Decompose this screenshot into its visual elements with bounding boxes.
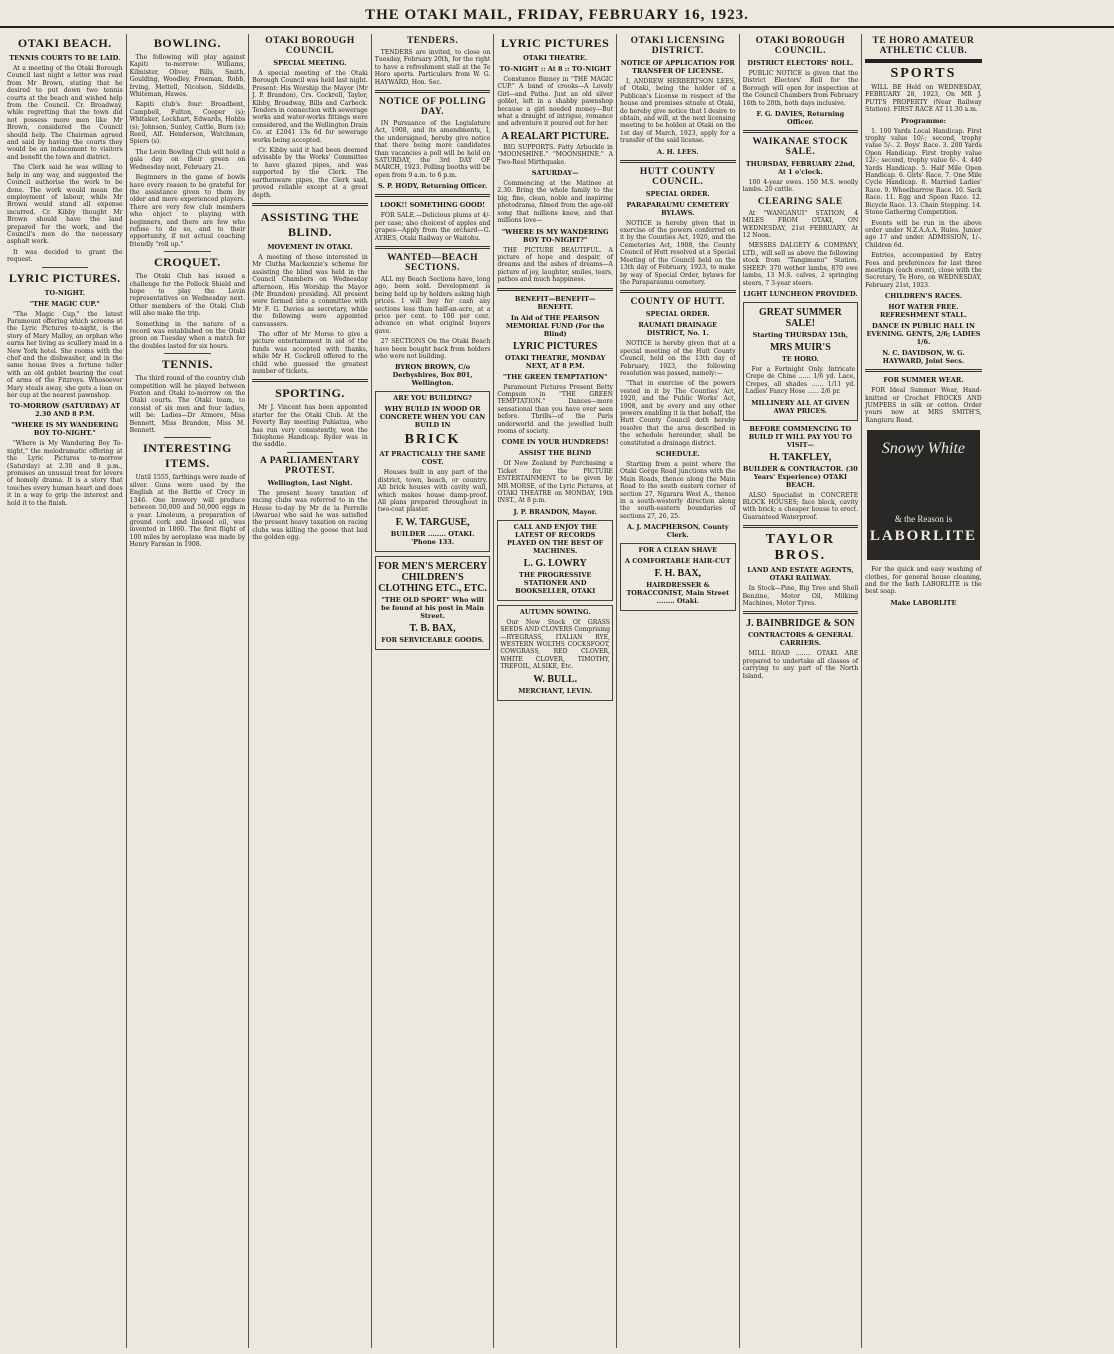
subheading: Programme: [900, 116, 947, 125]
ad-line: FOR A CLEAN SHAVE [638, 546, 718, 555]
paragraph: Commencing at the Matinee at 2.30. Bring the whole family to the big, fine, clean, noble and inspiring photodrama, filmed from the age-old song that millions know, and that millions love— [497, 180, 613, 225]
subheading: DANCE IN PUBLIC HALL IN EVENING. GENTS, 2/6; LADIES 1/6. [866, 322, 981, 347]
subheading: CONTRACTORS & GENERAL CARRIERS. [748, 631, 853, 648]
paragraph: BIG SUPPORTS. Fatty Arbuckle in "MOONSHINE." "MOONSHINE." A Two-Reel Mirthquake. [497, 143, 613, 166]
paragraph: At "WANGANUI" STATION, 4 MILES FROM OTAKI, ON WEDNESDAY, 21st FEBRUARY, At 12 Noon. [742, 209, 859, 240]
signature: A. J. MACPHERSON, County Clerk. [626, 523, 729, 540]
divider [743, 611, 859, 614]
divider [497, 288, 613, 291]
divider [743, 130, 859, 133]
ad-title: TAYLOR BROS. [765, 532, 836, 564]
muir-advert [743, 302, 859, 421]
ad-name: T. B. BAX, [409, 622, 456, 634]
signature: BYRON BROWN, C/o Derbyshires, Box 801, Wellington. [392, 363, 473, 388]
paragraph: The Levin Bowling Club will hold a gala day on their green on Wednesday next, February 21. [129, 148, 246, 171]
ad-name: H. TAKFLEY, [769, 451, 832, 463]
subheading: FOR SUMMER WEAR. [883, 376, 964, 385]
paragraph: Mr J. Vincent has been appointed starter for the Otaki Club. At the Feverty Bay meeting Pahiatua, who has run very consistently, won the Telephone Handicap. Ryder was in the saddle. [252, 404, 368, 449]
ad-name: J. BAINBRIDGE & SON [746, 618, 855, 630]
ad-title: LYRIC PICTURES [512, 340, 598, 352]
paragraph: Something in the nature of a record was established on the Otaki green on Tuesday when a match for the doubles lasted for six hours. [129, 320, 246, 350]
ad-title: BRICK [404, 432, 461, 448]
ad-line: WHY BUILD IN WOOD OR CONCRETE WHEN YOU CAN BUILD IN [379, 405, 486, 430]
subheading: ASSIST THE BLIND [519, 449, 592, 458]
subheading: TO-NIGHT :: At 8 :: TO-NIGHT [499, 65, 611, 73]
divider [620, 160, 736, 163]
ad-line: HAIRDRESSER & TOBACCONIST, Main Street ........ Otaki. [626, 581, 730, 606]
ad-line: A COMFORTABLE HAIR-CUT [624, 557, 731, 566]
logo-text: & the Reason is [894, 514, 953, 525]
ad-name: L. G. LOWRY [523, 557, 587, 569]
paragraph: "That in exercise of the powers vested in it by The Counties' Act, 1920, and the Public Works' Act, 1908, and by every and any other powers enabling it in that behalf, the Hutt County Council doth hereby resolve that the area described in the schedule hereunder, shall be constituted a drainage district. [619, 380, 736, 447]
heading-interesting-items: INTERESTING ITEMS. [142, 441, 232, 471]
paragraph: Houses built in any part of the district, town, beach, or country. All brick houses with cavity wall, which makes house damp-proof. All plans prepared throughout in two-coat plaster. [377, 469, 488, 514]
ad-title: FOR MEN'S MERCERY CHILDREN'S CLOTHING ETC., ETC. [378, 560, 488, 594]
paragraph: 100 4-year ewes. 150 M.S. woolly lambs. 20 cattle. [742, 179, 859, 194]
masthead: THE OTAKI MAIL, FRIDAY, FEBRUARY 16, 1923. [0, 0, 1114, 28]
heading-hutt-council: HUTT COUNTY COUNCIL. [639, 166, 716, 187]
paragraph: For a Fortnight Only. Intricate Crepe de Chine ...... 1/6 yd. Lace, Crepes, all shades ...... 1/11 yd. Ladies' Fancy Hose ...... 2/6 pr. [745, 365, 856, 396]
subheading: BEFORE COMMENCING TO BUILD IT WILL PAY YOU TO VISIT— [748, 424, 853, 449]
paragraph: Starting from a point where the Otaki Gorge Road junctions with the Main Roads, thence along the Main Road to the south eastern corner of section 27, Ngarara West A., thence in a south-westerly direction along the south-eastern boundaries of sections 27, 26, 25. [619, 461, 736, 520]
paragraph: Beginners in the game of bowls have every reason to be grateful for the assistance given to them by older and more experienced players. There are very few club members who object to playing with beginners, and there are few who refuse to do so, and to their opportunity, if not actual coaching friendly "roll up." [129, 174, 246, 248]
paragraph: The following will play against Kapiti to-morrow: Williams, Kilmister, Oliver, Bills, Smith, Goulding, Woodley, Freeman, Robb, Irving, Mettell, Nicolson, Siddells, Whiteman, Hawes. [129, 54, 246, 99]
paragraph: Kapiti club's four: Broadbent, Campbell, Fulton, Cooper (s); Whitaker, Lockhart, Edwards, Hobbs (s); Johnson, Sunley, Cattle, Burn (s); Reed, Alf. Henderson, Watchman, Spiers (s). [129, 101, 246, 146]
subheading: MOVEMENT IN OTAKI. [267, 242, 353, 251]
subheading: BENEFIT—BENEFIT—BENEFIT. [514, 294, 596, 311]
divider [375, 194, 491, 197]
heading-tenders: TENDERS. [406, 36, 459, 46]
subheading: BUILDER & CONTRACTOR. (30 Years' Experience) OTAKI BEACH. [742, 464, 858, 489]
signature: A. H. LEES. [657, 147, 699, 156]
logo-text: Make LABORLITE [890, 598, 957, 607]
heading-croquet: CROQUET. [153, 255, 221, 270]
divider [164, 437, 210, 438]
subheading: OTAKI THEATRE, MONDAY NEXT, AT 8 P.M. [505, 353, 606, 370]
paragraph: Cr. Kibby said it had been deemed advisable by the Works' Committee to have glazed pipes, and was supported by the Clerk. The earthenware pipes, the Clerk said, proved reliable except at a great depth. [252, 147, 368, 199]
subheading: THURSDAY, FEBRUARY 22nd, At 1 o'clock. [745, 160, 855, 177]
heading-lyric-pictures: LYRIC PICTURES. [8, 270, 121, 285]
heading-assisting-blind: ASSISTING THE BLIND. [260, 209, 360, 239]
heading-clearing-sale: CLEARING SALE [757, 196, 843, 207]
subheading: SPECIAL ORDER. [645, 310, 710, 319]
paragraph: ALL my Beach Sections have, long ago, been sold. Development is being held up by holders asking high prices. I will buy for cash any sections less than half-an-acre, at a price per cent. to 100 per cent. advance on what original buyers gave. [374, 275, 491, 335]
heading-borough-council: OTAKI BOROUGH COUNCIL [265, 36, 355, 56]
subheading: LAND AND ESTATE AGENTS, OTAKI RAILWAY. [747, 566, 854, 583]
divider [865, 369, 982, 372]
ad-line: AUTUMN SOWING. [519, 607, 591, 616]
divider [743, 525, 859, 528]
mercery-advert [375, 556, 491, 650]
heading-licensing: OTAKI LICENSING DISTRICT. [630, 36, 725, 56]
logo-text: LABORLITE [869, 528, 978, 545]
paragraph: A meeting of those interested in Mr Clutha Mackenzie's scheme for assisting the blind was held in the Council Chambers on Wednesday afternoon, His Worship the Mayor (Mr Brandon) presiding. All present were formed into a committee with Mr F. G. Davies as secretary, while the following were appointed canvassers. [252, 253, 368, 328]
paragraph: WILL BE Held on WEDNESDAY, FEBRUARY 28, 1923, On MR J. PUTI'S PROPERTY (Near Railway Station). FIRST RACE AT 11.30 a.m. [865, 84, 982, 114]
subheading: "THE GREEN TEMPTATION" [502, 372, 608, 381]
paragraph: MESSRS DALGETY & COMPANY, LTD., will sell as above the following stock from "Tangimanu" Station. SHEEP: 370 wether lambs, 870 ewe lambs, 13 M.S. calves, 2 springing steers, 7 3-year steers. [742, 242, 859, 287]
paragraph: THE PICTURE BEAUTIFUL. A picture of hope and despair, of dreams and the ashes of dreams—A picture of joy, laughter, smiles, tears, pathos and much happiness. [497, 246, 613, 284]
laborlite-advert-image [867, 430, 980, 560]
divider [252, 203, 368, 206]
paragraph: Constance Binney in "THE MAGIC CUP." A band of crooks—A Lovely Girl—and Pathe. Just an old silver goblet, left in a shabby pawnshop because a girl needed money—But what a draught of intrigue, romance and adventure it poured out for her. [497, 76, 613, 128]
paragraph: NOTICE is hereby given that at a special meeting of the Hutt County Council, held on the 13th day of February, 1923, the following resolution was passed, namely:— [619, 340, 736, 377]
ad-line: BUILDER ........ OTAKI. 'Phone 133. [390, 529, 475, 546]
signature: N. C. DAVIDSON, W. G. HAYWARD, Joint Secs. [882, 349, 965, 366]
paragraph: ALSO Specialist in CONCRETE BLOCK HOUSES; face block, cavity with brick; a cheaper house to erect. Guaranteed Waterproof. [742, 491, 859, 521]
ad-line: THE PROGRESSIVE STATIONER AND BOOKSELLER, OTAKI [515, 570, 596, 595]
paragraph: The Otaki Club has issued a challenge for the Pollock Shield and hope to play the Levin representatives on Wednesday next. Other members of the Otaki Club will also make the trip. [129, 273, 246, 318]
column-1 [4, 34, 127, 1348]
ad-line: A REALART PICTURE. [501, 130, 609, 142]
subheading: SCHEDULE. [655, 450, 700, 458]
ad-name: W. BULL. [533, 673, 578, 685]
heading-county-hutt: COUNTY OF HUTT. [630, 297, 726, 308]
bax-advert [620, 543, 736, 611]
heading-borough-roll: OTAKI BOROUGH COUNCIL. [755, 36, 846, 56]
paragraph: The Clerk said he was willing to help in any way, and suggested the Council authorise the work to be done. The work would mean the employment of labour, while Mr Brown would stand all expense incurred. Cr. Kibby thought Mr Brown should have the land prepared for the work, and the Council's men do the necessary asphalt work. [7, 164, 123, 246]
divider [287, 452, 333, 453]
subheading: DISTRICT ELECTORS' ROLL. [747, 59, 854, 67]
ad-line: "THE OLD SPORT" Who will be found at his post in Main Street. [381, 595, 484, 620]
paragraph: For the quick and easy washing of clothes, for general house cleaning, and for the bath LABORLITE is the best soap. [865, 566, 982, 596]
columns [4, 34, 1108, 1348]
heading-sporting: SPORTING. [275, 386, 345, 401]
subheading: SATURDAY— [531, 169, 579, 178]
paragraph: The present heavy taxation of racing clubs was referred to in the House to-day by Mr de la Perrelle (Awarua) who said he was satisfied the present heavy taxation on racing clubs was killing the goose that laid the golden egg. [252, 489, 368, 542]
heading-lyric-pictures-ad: LYRIC PICTURES [501, 36, 610, 50]
heading-otaki-beach: OTAKI BEACH. [17, 36, 112, 50]
subheading: LIGHT LUNCHEON PROVIDED. [743, 289, 858, 298]
paragraph: Our New Stock Of GRASS SEEDS AND CLOVERS Comprising—RYEGRASS, ITALIAN RYE, WESTERN WOLTHS COCKSFOOT, COWGRASS, RED CLOVER, WHITE CLOVER, TIMOTHY, TREFOIL, ALSIKE, Etc. [500, 618, 610, 671]
paragraph: IN Pursuance of the Legislature Act, 1908, and its amendments, I, the undersigned, hereby give notice that there being more candidates than vacancies a poll will be held on SATURDAY, the 3rd DAY OF MARCH, 1923. Polling booths will be open from 9 a.m. to 6 p.m. [374, 120, 491, 179]
subheading: SPECIAL ORDER. [645, 189, 710, 198]
paragraph: A special meeting of the Otaki Borough Council was held last night. Present: His Worship the Mayor (Mr J. P. Brandon), Crs. Cockrell, Taylor, Kibby, Broadway, Bills and Carbeck. Tenders in connection with sewerage works and water-works fittings were considered, and the Wellington Drain Co. at £2041 13s 6d for sewerage works being accepted. [252, 70, 368, 144]
subheading: TO-MORROW (SATURDAY) AT 2.30 AND 8 P.M. [9, 402, 121, 419]
paragraph: PUBLIC NOTICE is given that the District Electors' Roll for the Borough will open for inspection at the Council Chambers from February 16th to 20th, both days inclusive. [742, 70, 859, 107]
paragraph: Paramount Pictures Present Betty Compson in "THE GREEN TEMPTATION." Dances—more sensational than you have ever seen before. Thrills—of the Paris underworld and the jewelled built rooms of society. [497, 383, 613, 435]
ad-name: MRS MUIR'S [769, 341, 831, 353]
paragraph: "Where is My Wandering Boy To-night," the melodramatic offering at the Lyric Pictures to-morrow (Saturday) at 2.30 and 8 p.m., promises an unusual treat for lovers of homely drama. It is a story that touches every human heart and does it in a way to grip the interest and hold it to the finish. [7, 440, 123, 507]
ad-line: AT PRACTICALLY THE SAME COST. [379, 450, 486, 467]
column-8 [862, 34, 985, 1348]
divider [375, 246, 491, 249]
signature: F. G. DAVIES, Returning Officer. [756, 110, 845, 127]
paragraph: The offer of Mr Morse to give a picture entertainment in aid of the funds was accepted with thanks, while Mr H. Cockrell offered to the child who guessed the greatest number of tickets. [252, 330, 368, 375]
divider [252, 379, 368, 382]
paragraph: "The Magic Cup," the latest Paramount offering which screens at the Lyric Pictures to-night, is the story of Mary Malloy, an orphan who earns her living as scullery maid in a New York hotel. She rooms with the chef and the dishwasher, and in the same house lives a fortune teller with an old goblet bearing the coat of arms of the Fitzroys. Whosoever Mary steals away, she gets a loan on her cup at the nearest pawnshop. [7, 310, 123, 400]
subheading: RAUMATI DRAINAGE DISTRICT, No. 1. [638, 321, 718, 338]
lowry-advert [497, 520, 613, 601]
paragraph: MILL ROAD ........ OTAKI. ARE prepared to undertake all classes of carrying to any part of the North Island. [742, 650, 859, 680]
subheading: NOTICE OF APPLICATION FOR TRANSFER OF LICENSE. [620, 59, 735, 75]
paragraph: Entries, accompanied by Entry Fees and preferences for last three meetings (each event), close with the Secretary, Te Horo, on WEDNESDAY, February 21st, 1923. [865, 252, 982, 289]
subheading: "WHERE IS MY WANDERING BOY TO-NIGHT?" [501, 227, 609, 244]
column-2 [127, 34, 250, 1348]
column-3 [249, 34, 372, 1348]
paragraph: The third round of the country club competition will be played between Foxton and Otaki to-morrow on the Otaki courts. The Otaki team, to consist of six men and four ladies, will be: Ladies—Dr Atmore, Miss Bennett, Miss Brandon, Miss M. Bennett. [129, 375, 246, 435]
column-7 [740, 34, 863, 1348]
paragraph: FOR Ideal Summer Wear, Hand-knitted or Crochet FROCKS AND JUMPERS in silk or cotton. Order yours now at MRS SMITH'S, Rangiuru Road. [865, 387, 982, 424]
paragraph: Events will be run in the above order under N.Z.A.A.A. Rules. Junior age 17 and under. ADMISSION, 1/-. Children 6d. [865, 219, 982, 249]
logo-text: Snowy White [881, 440, 965, 458]
signature: S. P. HODY, Returning Officer. [377, 182, 488, 191]
ad-title: GREAT SUMMER SALE! [759, 306, 842, 329]
ad-line: Starting THURSDAY 15th, [752, 330, 849, 339]
paragraph: NOTICE is hereby given that in exercise of the powers conferred on it by the Counties Act, 1920, and the Cemeteries Act, 1908, the County Council of Hutt resolved at a Special Meeting of the Council held on the 13th day of February, 1923, to make by way of Special Order, bylaws for the Paraparaumu cemetery. [619, 219, 736, 286]
subheading: OTAKI THEATRE. [523, 54, 588, 62]
paragraph: Until 1555, farthings were made of silver. Guns were used by the English at the Battle of Crecy in 1346. One brewery will produce between 50,000 and 50,000 eggs in a year. Linoleum, a preparation of ground cork and linseed oil, was invented in 1860. The first flight of 100 miles by aeroplane was made by Henry Farman in 1908. [129, 474, 246, 549]
ad-title: SPORTS [890, 66, 957, 81]
subheading: TENNIS COURTS TO BE LAID. [9, 54, 121, 62]
heading-tennis: TENNIS. [161, 357, 213, 372]
column-5 [494, 34, 617, 1348]
ad-name: F. H. BAX, [654, 568, 702, 580]
divider [620, 290, 736, 293]
divider [164, 251, 210, 252]
subheading: TO-NIGHT. [44, 288, 85, 297]
divider [865, 59, 982, 63]
paragraph: I, ANDREW HERBERTSON LEES, of Otaki, being the holder of a Publican's License in respect of the house and premises situate at Otaki, do hereby give notice that I desire to obtain, and will, at the next licensing meeting to be holden at Otaki on the 1st day of March, 1923, apply for a transfer of the said license. [619, 78, 736, 145]
paragraph: In Stock—Pine, Big Tree and Shell Benzine, Motor Oil, Milking Machines, Motor Tyres. [742, 585, 859, 607]
ad-line: FOR SERVICEABLE GOODS. [381, 635, 484, 644]
subheading: Wellington, Last Night. [267, 478, 353, 487]
bull-advert [497, 605, 613, 701]
paragraph: TENDERS are invited, to close on Tuesday, February 20th, for the right to have a refreshment stall at the Te Horo sports. Particulars from W. G. HAYWARD, Hon. Sec. [374, 49, 491, 86]
ad-line: MILLINERY ALL AT GIVEN AWAY PRICES. [751, 398, 850, 415]
brick-advert [375, 391, 491, 551]
ad-line: TE HORO. [781, 354, 819, 363]
divider [42, 267, 88, 268]
heading-polling-day: NOTICE OF POLLING DAY. [378, 97, 487, 118]
heading-stock-sale: WAIKANAE STOCK SALE. [752, 137, 849, 158]
ad-line: MERCHANT, LEVIN. [518, 686, 593, 695]
heading-parliamentary-protest: A PARLIAMENTARY PROTEST. [260, 455, 360, 476]
subheading: PARAPARAUMU CEMETERY BYLAWS. [626, 200, 730, 217]
subheading: In Aid of THE PEARSON MEMORIAL FUND (For the Blind) [505, 313, 605, 338]
subheading: HOT WATER FREE. REFRESHMENT STALL. [879, 303, 967, 320]
subheading: CHILDREN'S RACES. [884, 292, 962, 301]
paragraph: Of New Zealand by Purchasing a Ticket for the PICTURE ENTERTAINMENT to be given by MR MORSE, of the Lyric Pictures, at OTAKI THEATRE on MONDAY, 19th INST., At 8 p.m. [497, 460, 613, 505]
paragraph: 27 SECTIONS On the Otaki Beach have been bought back from holders who were not building. [374, 338, 491, 360]
subheading: "THE MAGIC CUP." [29, 299, 100, 308]
heading-beach-sections: WANTED—BEACH SECTIONS. [387, 252, 479, 273]
ad-name: F. W. TARGUSE, [395, 516, 470, 528]
subheading: "WHERE IS MY WANDERING BOY TO-NIGHT." [11, 421, 119, 438]
signature: J. P. BRANDON, Mayor. [513, 507, 597, 516]
subheading: COME IN YOUR HUNDREDS! [501, 438, 609, 447]
column-6 [617, 34, 740, 1348]
heading-te-horo-club: TE HORO AMATEUR ATHLETIC CLUB. [872, 36, 975, 56]
ad-line: CALL AND ENJOY THE LATEST OF RECORDS PLAYED ON THE BEST OF MACHINES. [507, 522, 604, 555]
ad-line: ARE YOU BUILDING? [393, 394, 472, 403]
heading-bowling: BOWLING. [153, 36, 221, 50]
column-4 [372, 34, 495, 1348]
divider [164, 353, 210, 354]
paragraph: FOR SALE.—Delicious plums at 4/- per case; also choicest of apples and grapes—Apply from the orchard—G. AYRES, Otaki Railway or Waitohu. [374, 212, 491, 242]
paragraph: It was decided to grant the request. [7, 248, 123, 264]
subheading: LOOK!! SOMETHING GOOD! [379, 201, 486, 210]
paragraph: At a meeting of the Otaki Borough Council last night a letter was read from Mr Brown, stating that he desired to put down two tennis courts at the beach and wished help from the Council. Cr. Broadway, while regretting that the town did not possess more men like Mr Brown, considered the Council should help. The Chairman agreed and said by having the courts they would be an inducement to visitors and benefit the town and district. [7, 65, 123, 161]
subheading: SPECIAL MEETING. [273, 59, 347, 67]
paragraph: 1. 100 Yards Local Handicap. First trophy value 10/-; second, trophy value 5/-. 2. Boys' Race. 3. 200 Yards Open Handicap. First trophy value 12/-; second, trophy value 6/-. 4. 440 Yards Handicap. 5. Half Mile Open Handicap. 6. Girls' Race. 7. One Mile Cycle Handicap. 8. Married Ladies' Race. 9. Wheelbarrow Race. 10. Sack Race. 11. Egg and Spoon Race. 12. Bicycle Race. 13. Chain Stepping. 14. Stone Gathering Competition. [865, 127, 982, 217]
divider [375, 90, 491, 93]
